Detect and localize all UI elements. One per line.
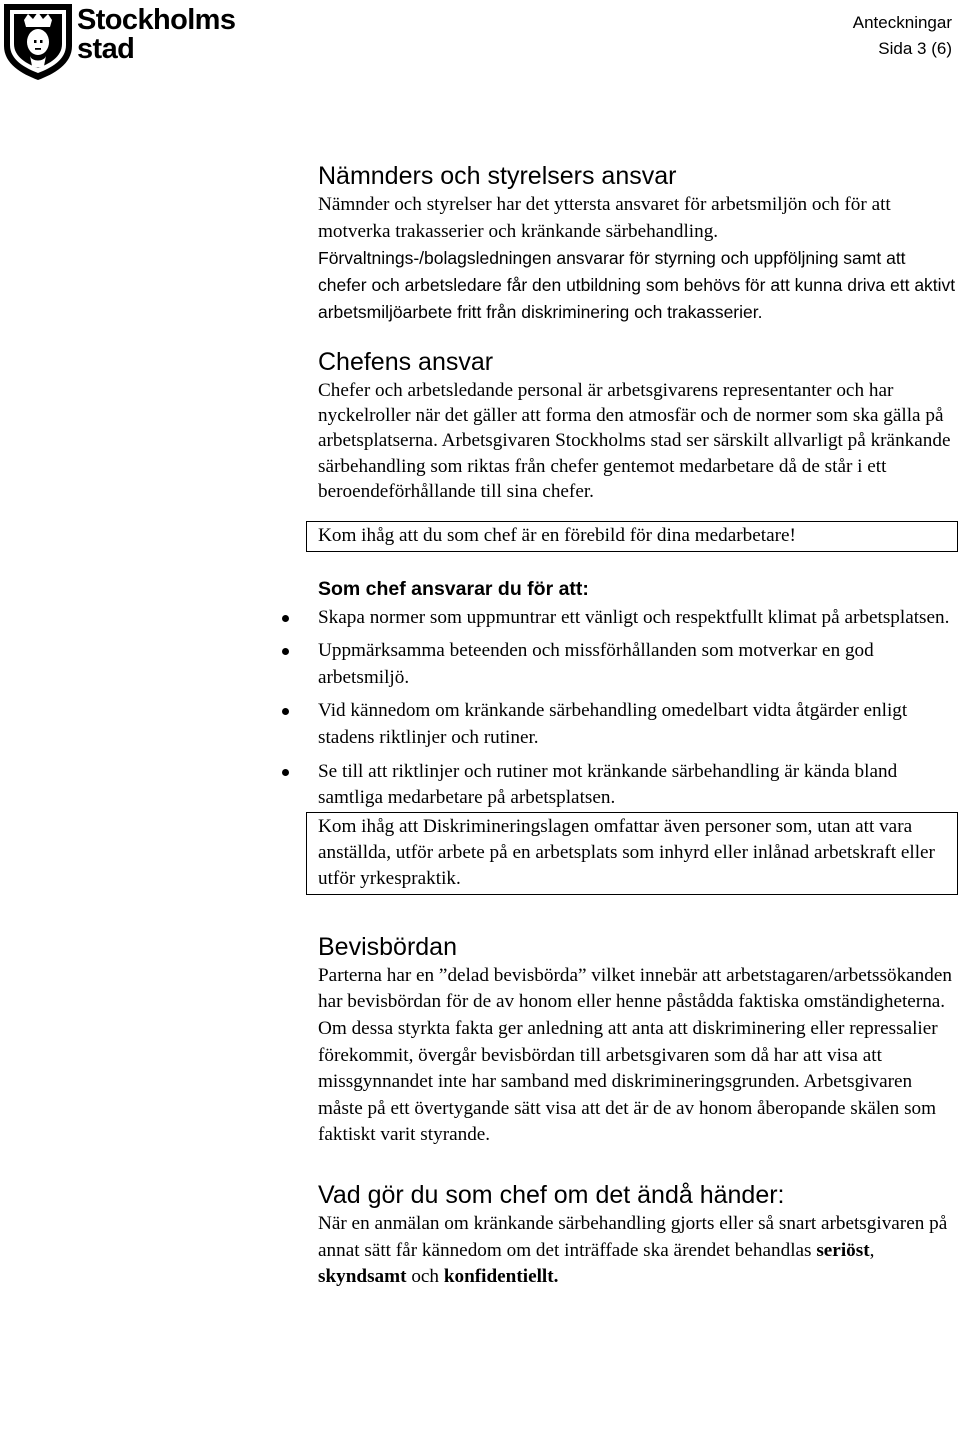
bullet-icon bbox=[282, 648, 289, 655]
list-item: Vid kännedom om kränkande särbehandling omedelbart vidta åtgärder enligt stadens riktlinjer och rutiner. bbox=[248, 698, 958, 751]
document-type: Anteckningar bbox=[852, 13, 952, 32]
callout-diskrimineringslagen: Kom ihåg att Diskrimineringslagen omfattar även personer som, utan att vara anställda, utför arbete på en arbetsplats som inhyrd eller inlånad arbetskraft eller utför yrkespraktik. bbox=[306, 812, 958, 895]
callout-forebild: Kom ihåg att du som chef är en förebild för dina medarbetare! bbox=[306, 521, 958, 552]
paragraph-namnder-1: Nämnder och styrelser har det yttersta ansvaret för arbetsmiljön och för att motverka trakasserier och kränkande särbehandling. bbox=[318, 194, 891, 242]
document-body bbox=[318, 160, 958, 1291]
paragraph-chefens-ansvar: Chefer och arbetsledande personal är arbetsgivarens representanter och har nyckelroller när det gäller att forma den atmosfär och de normer som ska gälla på arbetsplatserna. Arbetsgivaren Stockholms stad ser särskilt allvarligt på kränkande särbehandling som riktas från chefer gentemot medarbetare då de står i ett beroendeförhållande till sina chefer. bbox=[318, 379, 951, 503]
page-number: Sida 3 (6) bbox=[878, 39, 952, 58]
emphasis-seriost: seriöst bbox=[816, 1239, 870, 1261]
responsibility-list bbox=[248, 605, 958, 812]
logo-line-1: Stockholms bbox=[77, 4, 236, 36]
list-item: Se till att riktlinjer och rutiner mot kränkande särbehandling är kända bland samtliga medarbetare på arbetsplatsen. bbox=[248, 759, 958, 812]
heading-bevisbordan: Bevisbördan bbox=[318, 932, 457, 961]
logo-wordmark bbox=[77, 6, 235, 64]
paragraph-namnder-2: Förvaltnings-/bolagsledningen ansvarar för styrning och uppföljning samt att chefer och arbetsledare får den utbildning som behövs för att kunna driva ett aktivt arbetsmiljöarbete fritt från diskriminering och trakasserier. bbox=[318, 248, 956, 322]
emphasis-konfidentiellt: konfidentiellt. bbox=[443, 1266, 559, 1288]
heading-vad-gor-du: Vad gör du som chef om det ändå händer: bbox=[318, 1180, 785, 1209]
stockholms-stad-logo bbox=[0, 0, 236, 82]
crown-shield-icon bbox=[0, 0, 76, 82]
bullet-icon bbox=[282, 615, 289, 622]
heading-som-chef: Som chef ansvarar du för att: bbox=[318, 577, 589, 600]
emphasis-skyndsamt: skyndsamt bbox=[318, 1266, 407, 1288]
bullet-icon bbox=[282, 769, 289, 776]
paragraph-vad-gor-du: När en anmälan om kränkande särbehandling gjorts eller så snart arbetsgivaren på annat sätt får kännedom om det inträffade ska ärendet behandlas seriöst, skyndsamt och konfidentiellt. bbox=[318, 1212, 948, 1288]
page-header bbox=[853, 10, 952, 62]
logo-line-2: stad bbox=[77, 33, 135, 65]
list-item: Uppmärksamma beteenden och missförhållanden som motverkar en god arbetsmiljö. bbox=[248, 638, 958, 691]
list-item: Skapa normer som uppmuntrar ett vänligt och respektfullt klimat på arbetsplatsen. bbox=[248, 605, 958, 632]
bullet-icon bbox=[282, 708, 289, 715]
heading-namnder: Nämnders och styrelsers ansvar bbox=[318, 162, 677, 190]
heading-chefens-ansvar: Chefens ansvar bbox=[318, 347, 494, 376]
paragraph-bevisbordan: Parterna har en ”delad bevisbörda” vilket innebär att arbetstagaren/arbetssökanden har bevisbördan för de av honom eller henne påstådda faktiska omständigheterna. Om dessa styrkta fakta ger anledning att anta att diskriminering eller repressalier förekommit, övergår bevisbördan till arbetsgivaren som då har att visa att missgynnandet inte har samband med diskrimineringsgrunden. Arbetsgivaren måste på ett övertygande sätt visa att det är de av honom åberopande skälen som faktiskt varit styrande. bbox=[318, 964, 952, 1146]
